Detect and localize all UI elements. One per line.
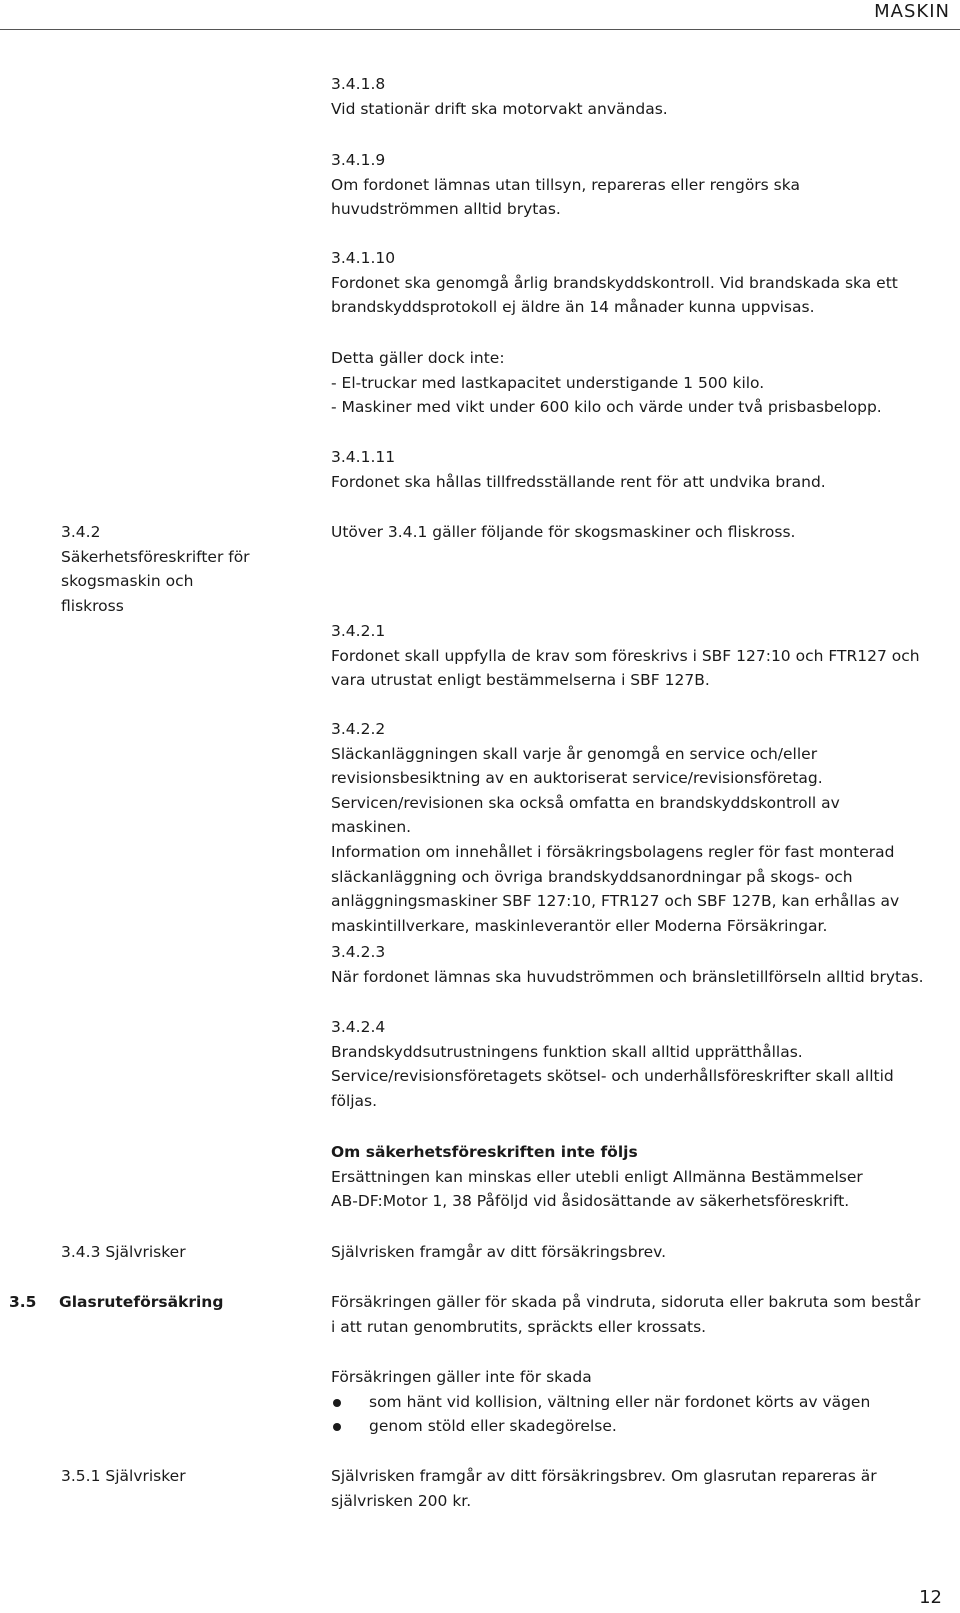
section-intro: Utöver 3.4.1 gäller följande för skogsmaskiner och fliskross. (331, 523, 796, 541)
list-item: som hänt vid kollision, vältning eller när fordonet körts av vägen (331, 1390, 931, 1415)
clause-3-4-1-11 (331, 445, 931, 494)
clause-text: Fordonet skall uppfylla de krav som föreskrivs i SBF 127:10 och FTR127 och vara utrustat enligt bestämmelserna i SBF 127B. (331, 646, 920, 690)
clause-number: 3.4.2.4 (331, 1018, 386, 1036)
clause-text: Brandskyddsutrustningens funktion skall alltid upprätthållas. (331, 1042, 803, 1061)
clause-number: 3.4.2.3 (331, 943, 386, 961)
clause-number: 3.4.2.1 (331, 622, 386, 640)
clause-text: Information om innehållet i försäkringsbolagens regler för fast monterad släckanläggning och övriga brandskyddsanordningar på skogs- och anläggningsmaskiner SBF 127:10, FTR127 och SBF 127B, kan erhållas av maskintillverkare, maskinleverantör eller Moderna Försäkringar. (331, 842, 900, 935)
clause-3-4-1-8 (331, 72, 931, 121)
clause-text: Service/revisionsföretagets skötsel- och underhållsföreskrifter skall alltid följas. (331, 1067, 894, 1110)
glass-deductible-text: Självrisken framgår av ditt försäkringsbrev. Om glasrutan repareras är självrisken 200 kr. (331, 1467, 877, 1510)
clause-number: 3.4.1.11 (331, 448, 396, 466)
section-title: Glasruteförsäkring (59, 1293, 224, 1311)
clause-text: Fordonet ska genomgå årlig brandskyddskontroll. Vid brandskada ska ett brandskyddsprotokoll ej äldre än 14 månader kunna uppvisas. (331, 273, 898, 317)
exceptions-intro: Detta gäller dock inte: (331, 349, 505, 367)
noncompliance-text: Ersättningen kan minskas eller utebli enligt Allmänna Bestämmelser AB-DF:Motor 1, 38 Påföljd vid åsidosättande av säkerhetsföreskrift. (331, 1167, 863, 1211)
exception-line: - Maskiner med vikt under 600 kilo och värde under två prisbasbelopp. (331, 398, 882, 417)
deductible-text: Självrisken framgår av ditt försäkringsbrev. (331, 1243, 667, 1261)
clause-number: 3.4.1.9 (331, 151, 386, 169)
section-heading-3-4-3: 3.4.3 Självrisker (61, 1243, 186, 1261)
clause-number: 3.4.1.10 (331, 249, 396, 267)
exceptions-block (331, 346, 931, 420)
noncompliance-block (331, 1140, 891, 1214)
exclusions-list (331, 1390, 931, 1439)
page-number: 12 (919, 1587, 942, 1608)
clause-text: Om fordonet lämnas utan tillsyn, repareras eller rengörs ska huvudströmmen alltid brytas. (331, 175, 800, 219)
clause-3-4-1-9 (331, 148, 921, 222)
clause-text: Släckanläggningen skall varje år genomgå en service och/eller revisionsbesiktning av en auktoriserat service/revisionsföretag. (331, 744, 823, 788)
clause-3-4-2-2 (331, 717, 921, 938)
clause-text: Fordonet ska hållas tillfredsställande rent för att undvika brand. (331, 472, 826, 491)
section-heading-3-5 (9, 1290, 239, 1315)
running-header: MASKIN (874, 1, 950, 22)
glass-coverage-text: Försäkringen gäller för skada på vindruta, sidoruta eller bakruta som består i att rutan genombrutits, spräckts eller krossats. (331, 1293, 921, 1336)
exclusions-block (331, 1365, 931, 1439)
clause-3-4-1-10 (331, 246, 911, 320)
section-number: 3.5 (9, 1293, 37, 1311)
clause-text: Servicen/revisionen ska också omfatta en brandskyddskontroll av maskinen. (331, 793, 840, 837)
section-heading-3-5-1: 3.5.1 Självrisker (61, 1467, 186, 1485)
section-heading-3-4-2: 3.4.2 Säkerhetsföreskrifter för skogsmaskin och fliskross (61, 523, 250, 615)
clause-3-4-2-1 (331, 619, 931, 693)
exception-line: - El-truckar med lastkapacitet understigande 1 500 kilo. (331, 373, 765, 392)
exclusions-intro: Försäkringen gäller inte för skada (331, 1368, 592, 1386)
list-item: genom stöld eller skadegörelse. (331, 1414, 931, 1439)
clause-3-4-2-3 (331, 940, 931, 989)
clause-text: När fordonet lämnas ska huvudströmmen och bränsletillförseln alltid brytas. (331, 967, 924, 986)
noncompliance-heading: Om säkerhetsföreskriften inte följs (331, 1143, 638, 1161)
clause-text: Vid stationär drift ska motorvakt användas. (331, 99, 668, 118)
clause-3-4-2-4 (331, 1015, 921, 1113)
header-divider (0, 29, 960, 30)
clause-number: 3.4.2.2 (331, 720, 386, 738)
clause-number: 3.4.1.8 (331, 75, 386, 93)
